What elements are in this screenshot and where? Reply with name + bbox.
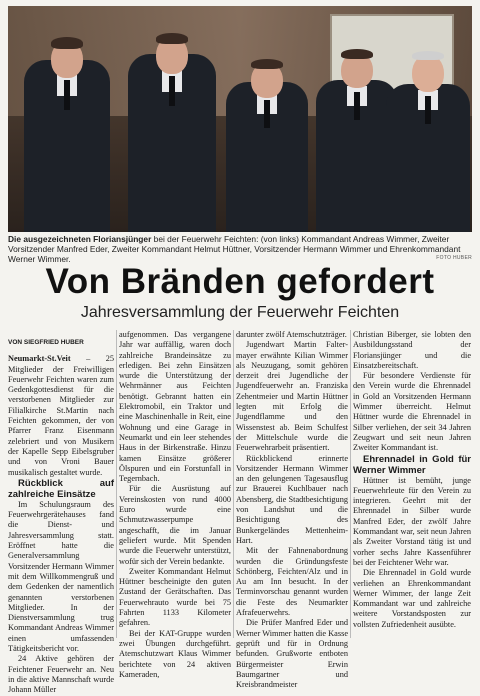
paragraph: darunter zwölf Atemschutzträger. [236, 330, 347, 339]
paragraph: Hüttner ist bemüht, junge Feuerwehrleute für den Verein zu integrieren. Geehrt mit der Ehrennadel in Silber wurde Manfred Eder, der zwölf Jahre Kommandant war, seit neun Jahren als Zweiter Vorstand tätig ist und vorher sechs Jahre Kassenführer bei der Feichtener Wehr war. [353, 475, 471, 567]
paragraph: Mit der Fahnenabordnung wurden die Gründungsfeste Schönberg, Feichten/Alz und in Au am Inn besucht. In der Terminvorschau genannt wurden die Feste des Neumarkter Afrafeuerwehrs. [236, 546, 348, 618]
person-2 [128, 22, 216, 232]
caption-lead: Die ausgezeichneten Floriansjünger [8, 234, 152, 244]
subheadline: Jahresversammlung der Feuerwehr Feichten [80, 304, 400, 321]
paragraph: Für die Ausrüstung auf Vereinskosten von rund 4000 Euro wurde eine Schmutzwasserpumpe angeschafft, die im Januar geliefert wurde. Mit Spenden wurde die Feuerwehr unterstützt, wofür sich der Verein bedankte. [119, 484, 231, 566]
person-5 [386, 44, 470, 232]
person-1 [24, 32, 110, 232]
dateline: Neumarkt-St.Veit [8, 354, 71, 364]
column-divider [116, 330, 117, 638]
headline: Von Bränden gefordert [45, 262, 435, 301]
paragraph: aufgenommen. Das vergangene Jahr war auffällig, waren doch zahlreiche Brandeinsätze zu erledigen. Bei zehn Einsätzen wurde die Unterstützung der Wehrmänner aus Feichten benötigt. Gebrannt hatten ein Elektromobil, ein Traktor und eine Maschinenhalle in Reit, eine Wohnung und eine Garage in Neumarkt und ein leer stehendes Haus in der Birkenstraße. Hinzu kamen Einsätze größerer Ölspuren und ein Forstunfall in Tegernbach. [119, 330, 231, 484]
photo-credit: FOTO HUBER [436, 255, 472, 261]
article-column-2 [119, 330, 231, 680]
paragraph: Zweiter Kommandant Helmut Hüttner bescheinigte den guten Zustand der Gerätschaften. Das Feuerwehrauto wurde bei 75 Fahrten 1133 Kilometer gefahren. [119, 566, 231, 628]
paragraph: Die Prüfer Manfred Eder und Werner Wimmer hatten die Kasse geprüft und für in Ordnung befunden. Grußworte entboten Bürgermeister Erwin Baumgartner und Kreisbrandmeister [236, 618, 348, 690]
paragraph: Christian Biberger, sie lobten den Ausbildungsstand der Floriansjünger und die Einsatzbereitschaft. [353, 330, 471, 370]
subheading: Rückblick auf zahlreiche Einsätze [8, 477, 114, 500]
subheading: Ehrennadel in Gold für Werner Wimmer [353, 453, 471, 476]
paragraph: Jugendwart Martin Falter-mayer erwähnte Kilian Wimmer als Neuzugang, somit gehören derzeit drei Jugendliche der Jugendfeuerwehr an. Franziska Zehentmeier und Martin Hüttner legten mit Erfolg die Jugendflamme und den Wissenstest ab. Beim Schulfest der Mittelschule wurde die Feuerwehrarbeit präsentiert. [236, 340, 348, 453]
article-column-4 [353, 330, 471, 630]
column-divider [233, 330, 234, 638]
paragraph: Bei der KAT-Gruppe wurden zwei Übungen durchgeführt. Atemschutzwart Klaus Wimmer berichtete von 24 aktiven Kameraden, [119, 628, 231, 679]
photo-caption [8, 234, 472, 265]
person-3 [226, 46, 308, 232]
article-column-1 [8, 330, 114, 696]
paragraph: Für besondere Verdienste für den Verein wurde die Ehrennadel in Gold an Vorsitzenden Hermann Wimmer überreicht. Helmut Hüttner wurde die Ehrennadel in Silber verliehen, der seit 34 Jahren Zeugwart und seit neun Jahren Zweiter Kommandant ist. [353, 371, 471, 453]
paragraph: 24 Aktive gehören der Feichtener Feuerwehr an. Neu in die aktive Mannschaft wurde Johann Müller [8, 654, 114, 695]
author-byline: VON SIEGFRIED HUBER [8, 339, 84, 346]
column-divider [350, 330, 351, 638]
paragraph: Neumarkt-St.Veit – 25 Mitglieder der Freiwilligen Feuerwehr Feichten waren zum Gedenkgottesdienst für die verstorbenen Mitglieder zur Filialkirche St.Martin nach Feichten gekommen, der von Pfarrer Franz Eisenmann zelebriert und von Musikern der Kapelle Sepp Eibelsgruber und von Vroni Bauer musikalisch gestaltet wurde. [8, 354, 114, 477]
article-column-3 [236, 330, 348, 690]
paragraph: Die Ehrennadel in Gold wurde verliehen an Ehrenkommandant Werner Wimmer, der lange Zeit Kommandant war und zahlreiche weitere Vorstandsposten zur vollsten Zufriedenheit ausübte. [353, 568, 471, 629]
paragraph: Rückblickend erinnerte Vorsitzender Hermann Wimmer an den gelungenen Tagesausflug zur Brauerei Kuchlbauer nach Abensberg, die Stadtbesichtigung von Landshut und die Besichtigung des Bunkergeländes Mettenheim-Hart. [236, 453, 348, 545]
caption-text: bei der Feuerwehr Feichten: (von links) Kommandant Andreas Wimmer, Zweiter Vorsitzender Manfred Eder, Zweiter Kommandant Helmut Hüttner, Vorsitzender Hermann Wimmer und Ehrenkommandant Werner Wimmer. [8, 234, 461, 265]
paragraph: Im Schulungsraum des Feuerwehrgerätehauses fand die Dienst- und Jahresversammlung statt. Eröffnet hatte die Generalversammlung Vorsitzender Hermann Wimmer mit dem Willkommengruß und dem Gedenken der namentlich genannten verstorbenen Mitglieder. In der Dienstversammlung trug Kommandant Andreas Wimmer einen umfassenden Tätigkeitsbericht vor. [8, 499, 114, 654]
group-photo [8, 6, 472, 232]
